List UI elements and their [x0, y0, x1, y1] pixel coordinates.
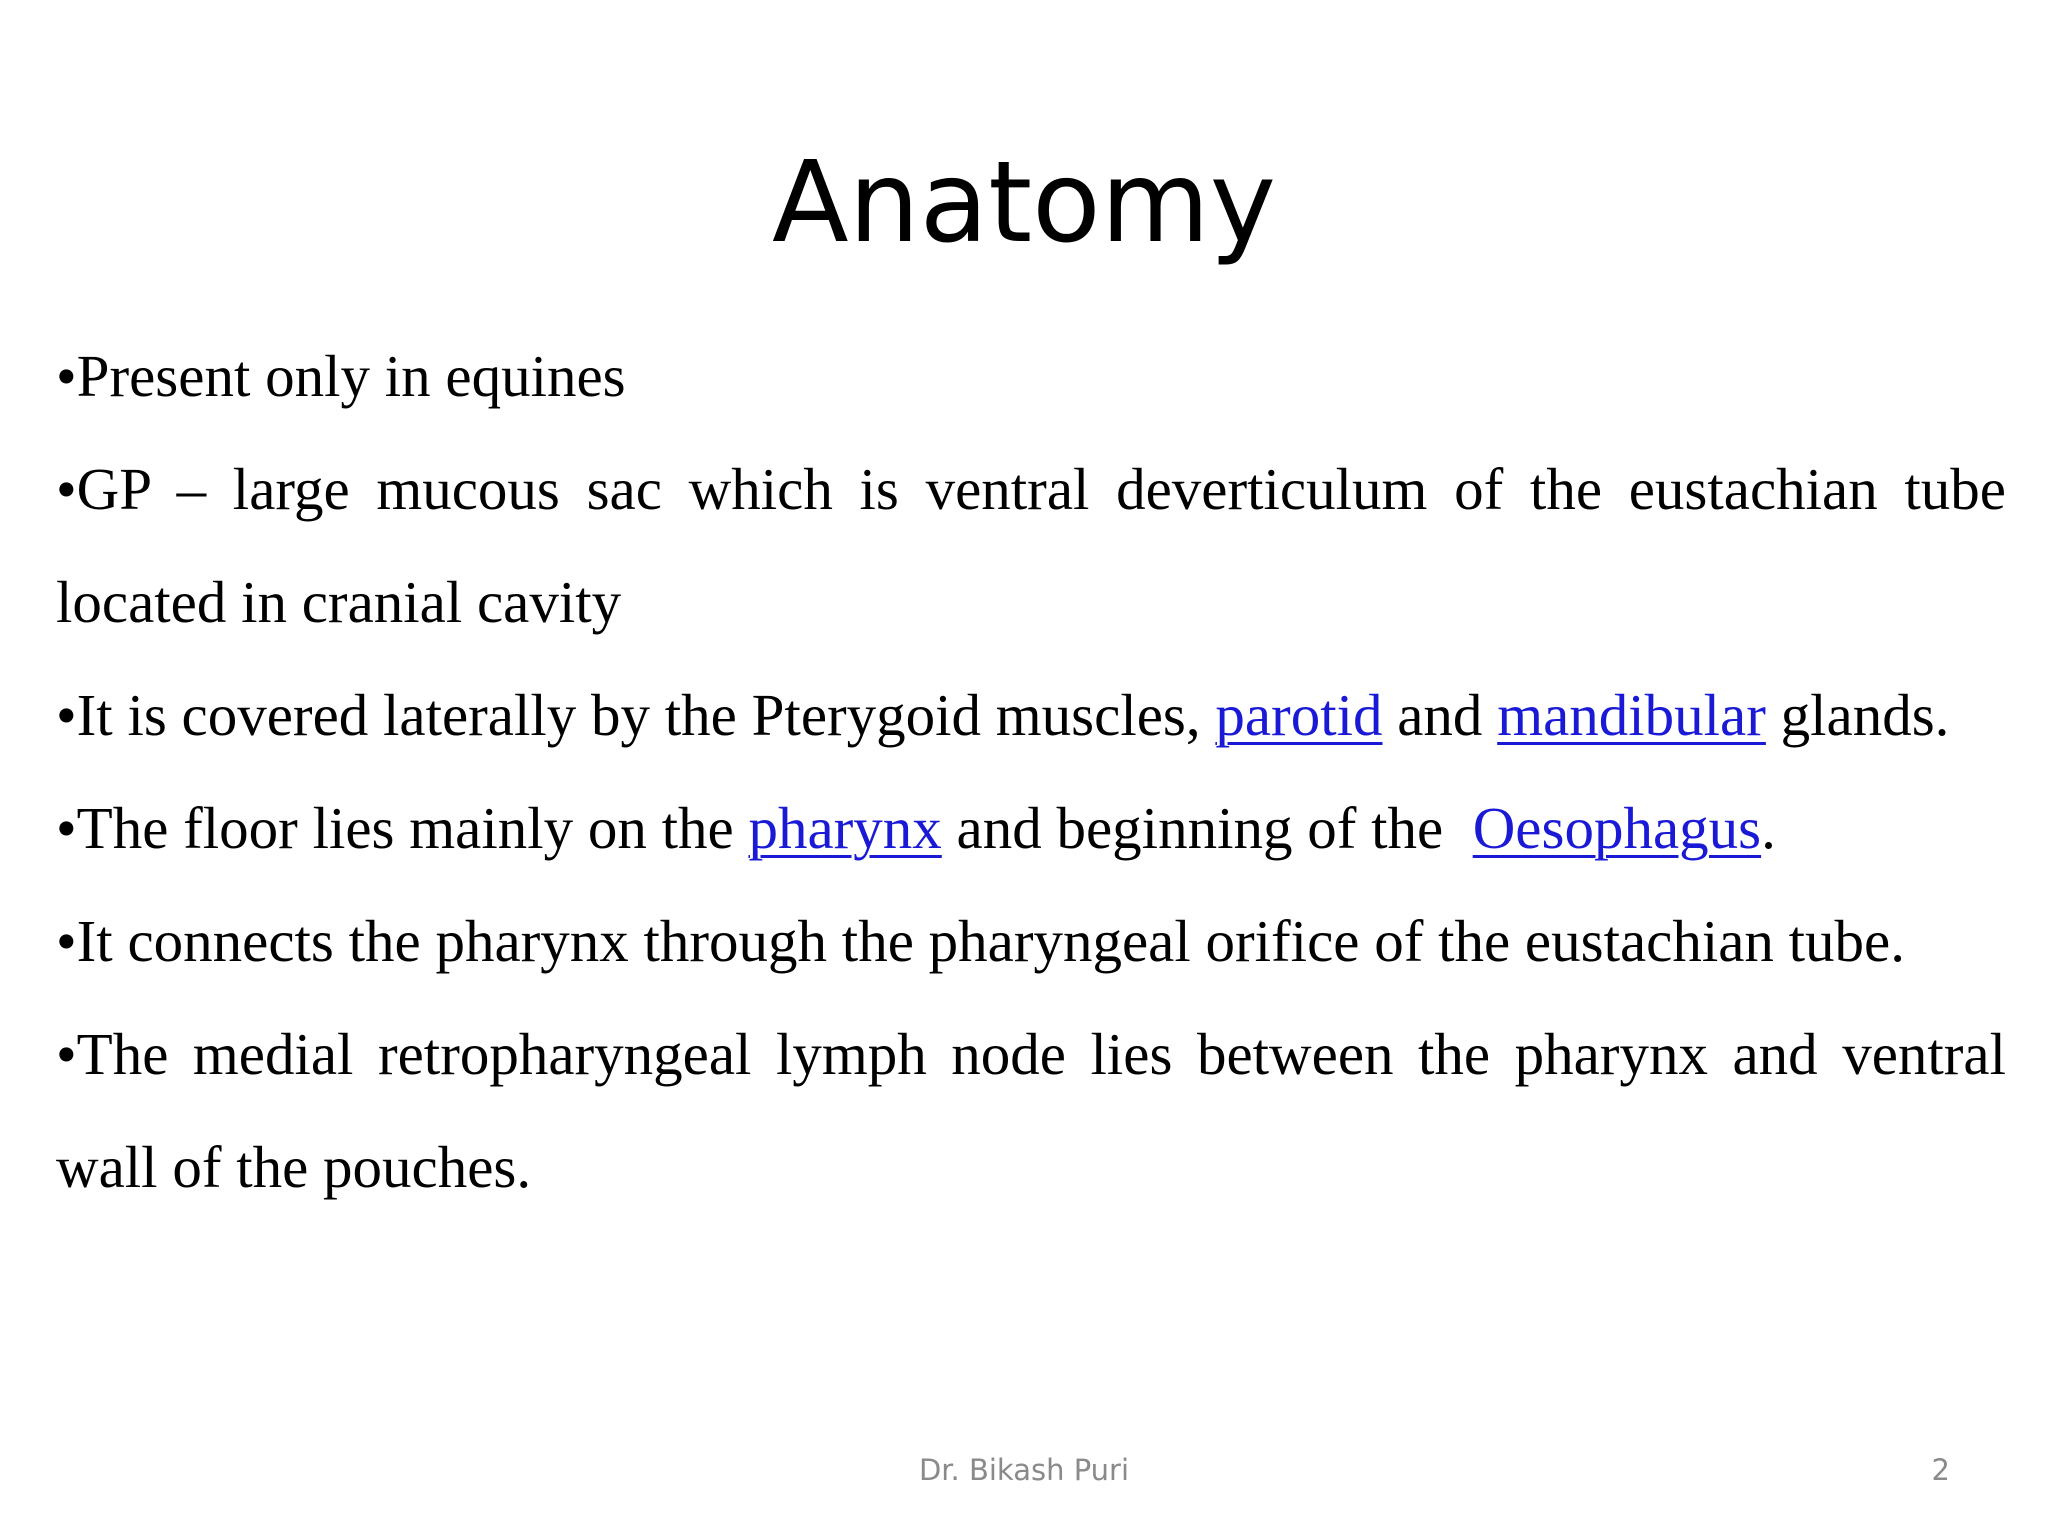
pharynx-link[interactable]: pharynx — [748, 795, 942, 861]
page-number: 2 — [1931, 1453, 1950, 1487]
mandibular-link[interactable]: mandibular — [1497, 682, 1766, 748]
bullet-text: •It is covered laterally by the Pterygoid muscles, — [56, 682, 1216, 748]
bullet-text: . — [1761, 795, 1776, 861]
bullet-text: and — [1382, 682, 1498, 748]
slide-title: Anatomy — [771, 138, 1277, 268]
oesophagus-link[interactable]: Oesophagus — [1472, 795, 1762, 861]
bullet-text: glands. — [1765, 682, 1950, 748]
bullet-text: •The floor lies mainly on the — [56, 795, 749, 861]
bullet-present-only-in-equines: •Present only in equines — [56, 343, 626, 409]
bullet-gp-definition: •GP – large mucous sac which is ventral deverticulum of the eustachian tube located in cranial cavity — [56, 456, 2006, 635]
slide-body — [56, 320, 2006, 1224]
footer-author: Dr. Bikash Puri — [918, 1453, 1130, 1487]
bullet-floor — [56, 772, 2006, 885]
bullet-text: and beginning of the — [941, 795, 1473, 861]
bullet-lymph-node: •The medial retropharyngeal lymph node lies between the pharynx and ventral wall of the pouches. — [56, 1021, 2006, 1200]
parotid-link[interactable]: parotid — [1215, 682, 1383, 748]
bullet-lateral-coverage — [56, 659, 2006, 772]
bullet-connects-pharynx: •It connects the pharynx through the pharyngeal orifice of the eustachian tube. — [56, 908, 1905, 974]
